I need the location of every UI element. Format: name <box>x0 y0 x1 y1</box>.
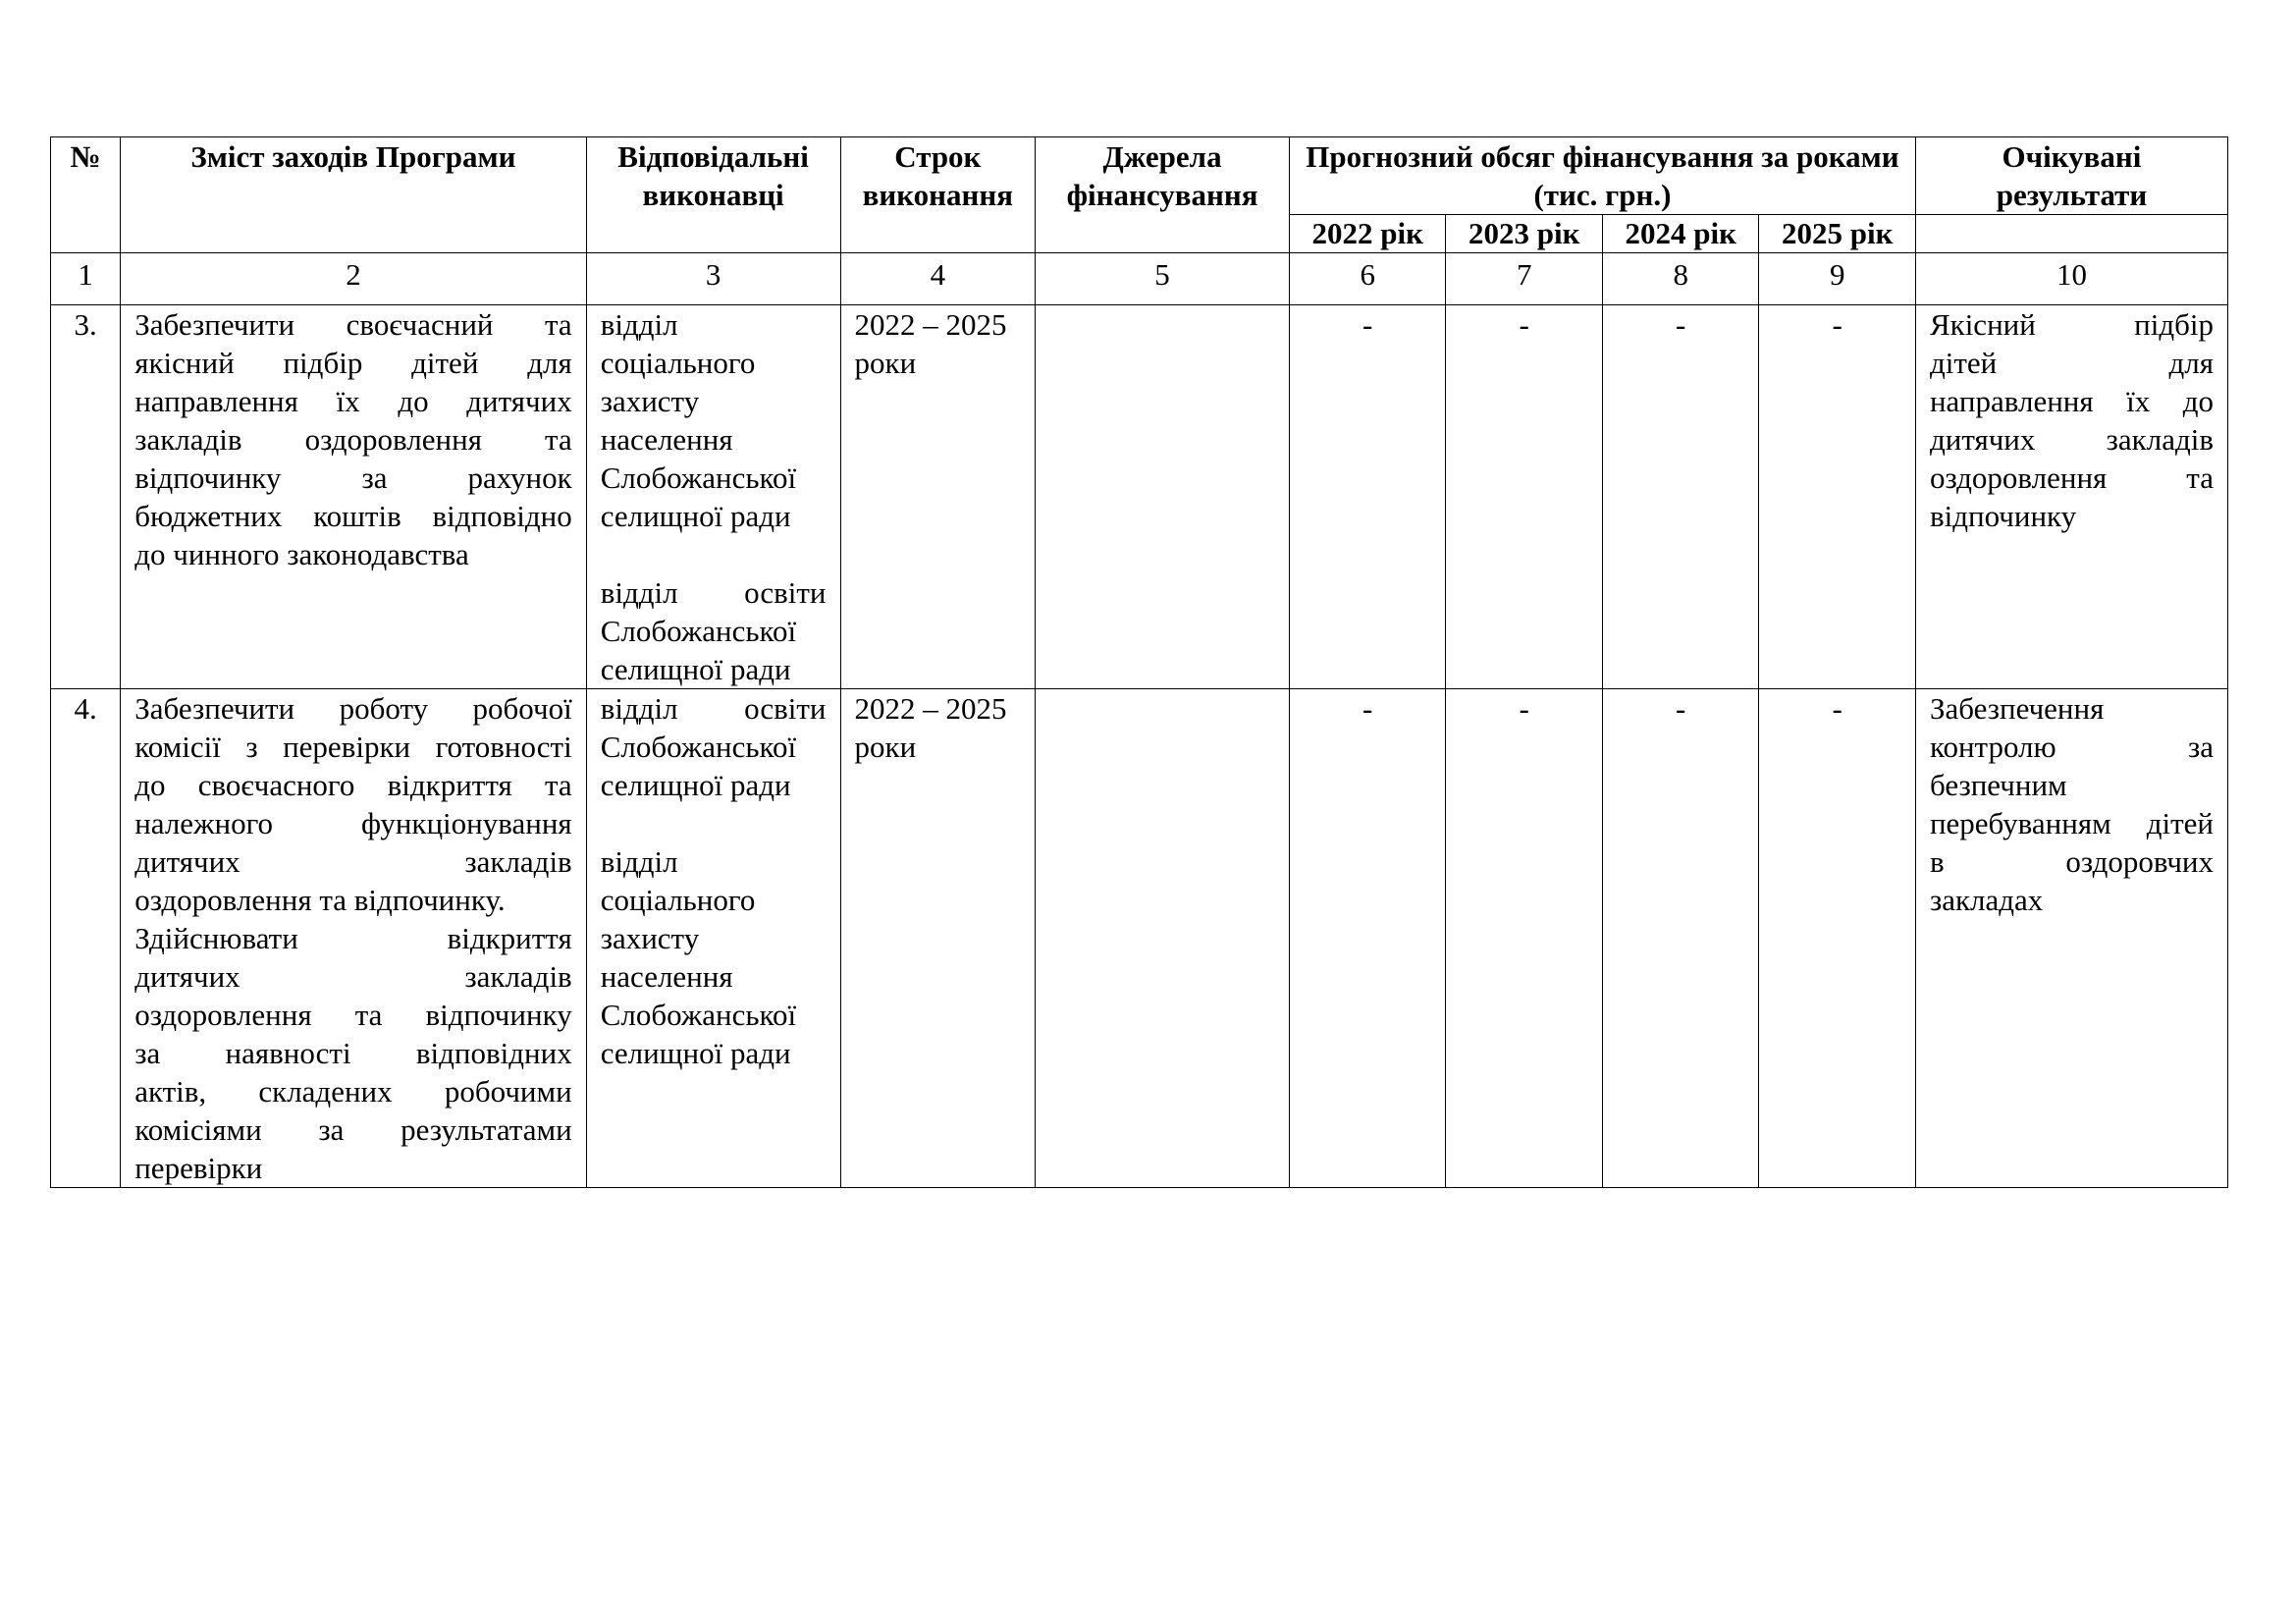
row-responsible <box>586 305 840 689</box>
row-number: 4. <box>51 689 121 1188</box>
content-line: належного функціонування <box>134 806 572 840</box>
column-number: 4 <box>840 253 1036 305</box>
header-forecast: Прогнозний обсяг фінансування за роками (тис. грн.) <box>1289 137 1915 215</box>
responsible-line: селищної ради <box>600 499 791 533</box>
expected-line: безпечним <box>1929 768 2067 802</box>
expected-line: дітей для <box>1929 346 2214 380</box>
row-term <box>840 305 1036 689</box>
responsible-line: населення <box>600 422 733 457</box>
line-gap <box>601 804 827 842</box>
responsible-line: захисту <box>600 384 700 418</box>
content-line: перевірки <box>134 1151 263 1185</box>
responsible-line: населення <box>600 959 733 994</box>
responsible-line: Слобожанської <box>600 730 797 764</box>
header-expected: Очікувані результати <box>1915 137 2227 215</box>
column-number: 2 <box>121 253 586 305</box>
header-number: № <box>51 137 121 253</box>
row-number: 3. <box>51 305 121 689</box>
row-amount-2022: - <box>1289 689 1446 1188</box>
responsible-line: селищної ради <box>600 652 791 686</box>
expected-line: оздоровлення та <box>1929 460 2214 495</box>
responsible-line: соціального <box>600 883 756 917</box>
responsible-line: Слобожанської <box>600 614 797 648</box>
expected-line: відпочинку <box>1929 499 2077 533</box>
row-amount-2024: - <box>1602 689 1759 1188</box>
responsible-line: селищної ради <box>600 768 791 802</box>
responsible-line: захисту <box>600 921 700 955</box>
column-number: 1 <box>51 253 121 305</box>
row-amount-2025: - <box>1759 689 1916 1188</box>
row-term <box>840 689 1036 1188</box>
row-sources <box>1036 689 1290 1188</box>
header-year-2024: 2024 рік <box>1602 215 1759 253</box>
content-line: оздоровлення та відпочинку <box>134 998 572 1032</box>
table-row <box>51 305 2228 689</box>
content-line: до своєчасного відкриття та <box>134 768 572 802</box>
header-year-2022: 2022 рік <box>1289 215 1446 253</box>
column-number: 7 <box>1446 253 1603 305</box>
row-amount-2024: - <box>1602 305 1759 689</box>
table-row <box>51 689 2228 1188</box>
header-year-2023: 2023 рік <box>1446 215 1603 253</box>
responsible-line: Слобожанської <box>600 998 797 1032</box>
column-number: 9 <box>1759 253 1916 305</box>
header-responsible: Відповідальні виконавці <box>586 137 840 253</box>
content-line: дитячих закладів <box>134 959 572 994</box>
row-expected <box>1915 305 2227 689</box>
content-line: актів, складених робочими <box>134 1074 572 1109</box>
program-measures-table <box>50 136 2228 1188</box>
expected-line: дитячих закладів <box>1929 422 2214 457</box>
content-line: відпочинку за рахунок <box>134 460 572 495</box>
row-amount-2023: - <box>1446 689 1603 1188</box>
expected-line: закладах <box>1929 883 2044 917</box>
column-number: 8 <box>1602 253 1759 305</box>
expected-line: в оздоровчих <box>1929 844 2214 879</box>
responsible-line: відділ освіти <box>600 691 827 726</box>
responsible-line: Слобожанської <box>600 460 797 495</box>
content-line: до чинного законодавства <box>134 537 469 571</box>
content-line: Забезпечити роботу робочої <box>134 691 572 726</box>
term-line: роки <box>854 730 917 764</box>
row-amount-2022: - <box>1289 305 1446 689</box>
responsible-line: відділ <box>600 307 678 342</box>
row-content <box>121 689 586 1188</box>
content-line: бюджетних коштів відповідно <box>134 499 572 533</box>
header-sources: Джерела фінансування <box>1036 137 1290 253</box>
row-expected <box>1915 689 2227 1188</box>
expected-line: перебуванням дітей <box>1929 806 2214 840</box>
content-line: закладів оздоровлення та <box>134 422 572 457</box>
responsible-line: відділ освіти <box>600 575 827 610</box>
row-responsible <box>586 689 840 1188</box>
content-line: за наявності відповідних <box>134 1036 572 1070</box>
content-line: дитячих закладів <box>134 844 572 879</box>
expected-line: направлення їх до <box>1929 384 2214 418</box>
expected-line: контролю за <box>1929 730 2214 764</box>
content-line: Здійснювати відкриття <box>134 921 572 955</box>
responsible-line: соціального <box>600 346 756 380</box>
term-line: 2022 – 2025 <box>854 307 1007 342</box>
responsible-line: відділ <box>600 844 678 879</box>
term-line: роки <box>854 346 917 380</box>
content-line: якісний підбір дітей для <box>134 346 572 380</box>
content-line: комісіями за результатами <box>134 1112 572 1147</box>
header-content: Зміст заходів Програми <box>121 137 586 253</box>
header-year-2025: 2025 рік <box>1759 215 1916 253</box>
responsible-line: селищної ради <box>600 1036 791 1070</box>
column-number: 5 <box>1036 253 1290 305</box>
header-expected-empty <box>1915 215 2227 253</box>
row-amount-2025: - <box>1759 305 1916 689</box>
expected-line: Забезпечення <box>1929 691 2105 726</box>
expected-line: Якісний підбір <box>1929 307 2214 342</box>
content-line: комісії з перевірки готовності <box>134 730 572 764</box>
header-term: Строк виконання <box>840 137 1036 253</box>
row-sources <box>1036 305 1290 689</box>
column-number: 3 <box>586 253 840 305</box>
row-content <box>121 305 586 689</box>
column-number: 10 <box>1915 253 2227 305</box>
row-amount-2023: - <box>1446 305 1603 689</box>
term-line: 2022 – 2025 <box>854 691 1007 726</box>
column-numbers-row <box>51 253 2228 305</box>
column-number: 6 <box>1289 253 1446 305</box>
content-line: оздоровлення та відпочинку. <box>134 883 506 917</box>
content-line: Забезпечити своєчасний та <box>134 307 572 342</box>
content-line: направлення їх до дитячих <box>134 384 572 418</box>
line-gap <box>601 535 827 573</box>
